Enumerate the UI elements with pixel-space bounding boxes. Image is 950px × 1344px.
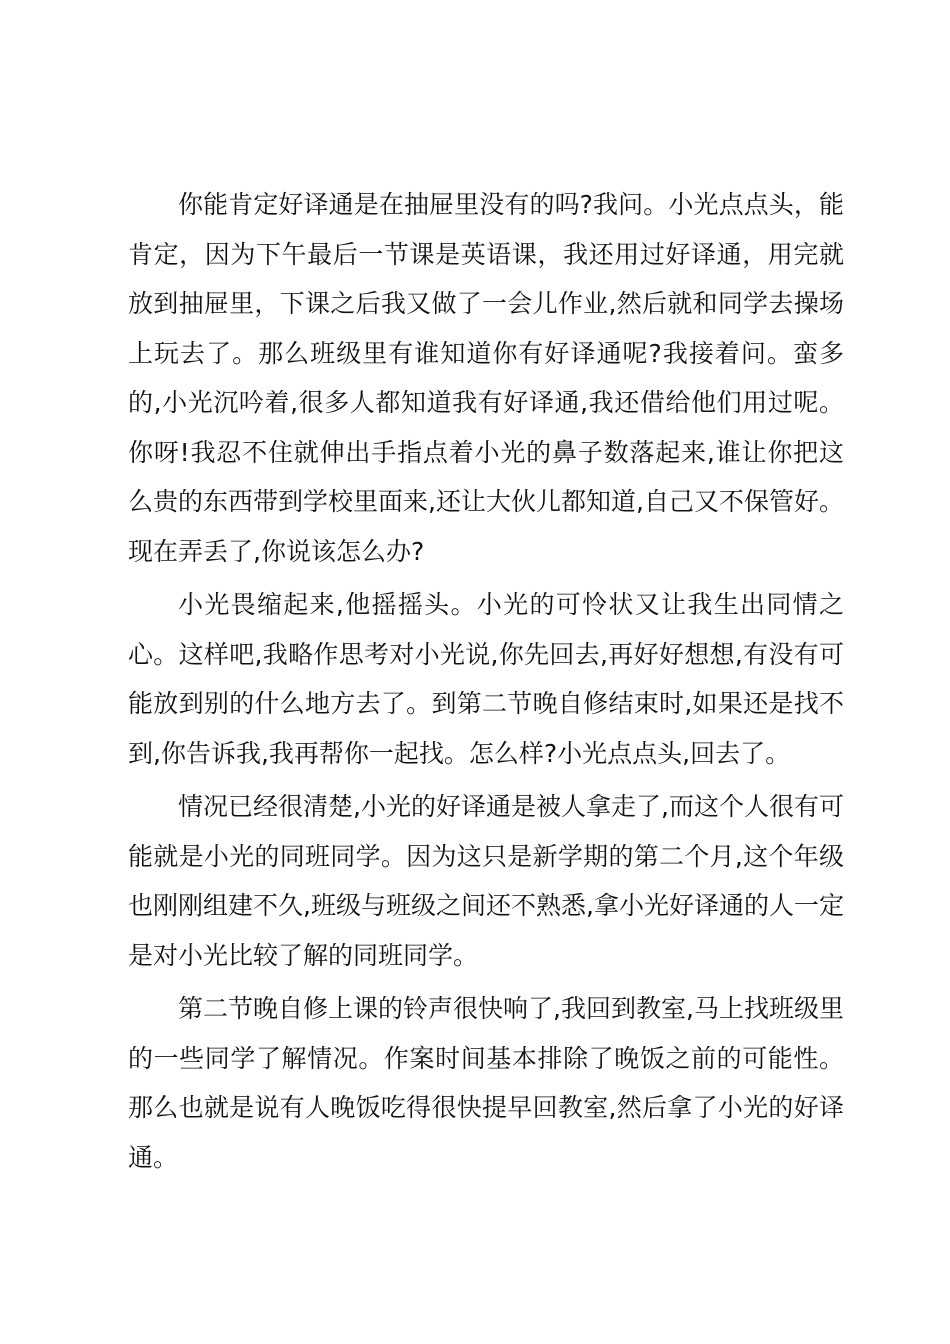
paragraph-3: 情况已经很清楚,小光的好译通是被人拿走了,而这个人很有可能就是小光的同班同学。因为这只是新学期的第二个月,这个年级也刚刚组建不久,班级与班级之间还不熟悉,拿小光好译通的人一定是对小光比较了解的同班同学。 bbox=[128, 792, 844, 970]
paragraph-1: 你能肯定好译通是在抽屉里没有的吗?我问。小光点点头，能肯定，因为下午最后一节课是英语课，我还用过好译通，用完就放到抽屉里，下课之后我又做了一会儿作业,然后就和同学去操场上玩去了。那么班级里有谁知道你有好译通呢?我接着问。蛮多的,小光沉吟着,很多人都知道我有好译通,我还借给他们用过呢。你呀!我忍不住就伸出手指点着小光的鼻子数落起来,谁让你把这么贵的东西带到学校里面来,还让大伙儿都知道,自己又不保管好。现在弄丢了,你说该怎么办? bbox=[128, 190, 844, 566]
paragraph-4: 第二节晚自修上课的铃声很快响了,我回到教室,马上找班级里的一些同学了解情况。作案时间基本排除了晚饭之前的可能性。那么也就是说有人晚饭吃得很快提早回教室,然后拿了小光的好译通。 bbox=[128, 994, 844, 1172]
document-body bbox=[128, 180, 844, 1186]
paragraph-2: 小光畏缩起来,他摇摇头。小光的可怜状又让我生出同情之心。这样吧,我略作思考对小光说,你先回去,再好好想想,有没有可能放到别的什么地方去了。到第二节晚自修结束时,如果还是找不到,你告诉我,我再帮你一起找。怎么样?小光点点头,回去了。 bbox=[128, 590, 844, 768]
